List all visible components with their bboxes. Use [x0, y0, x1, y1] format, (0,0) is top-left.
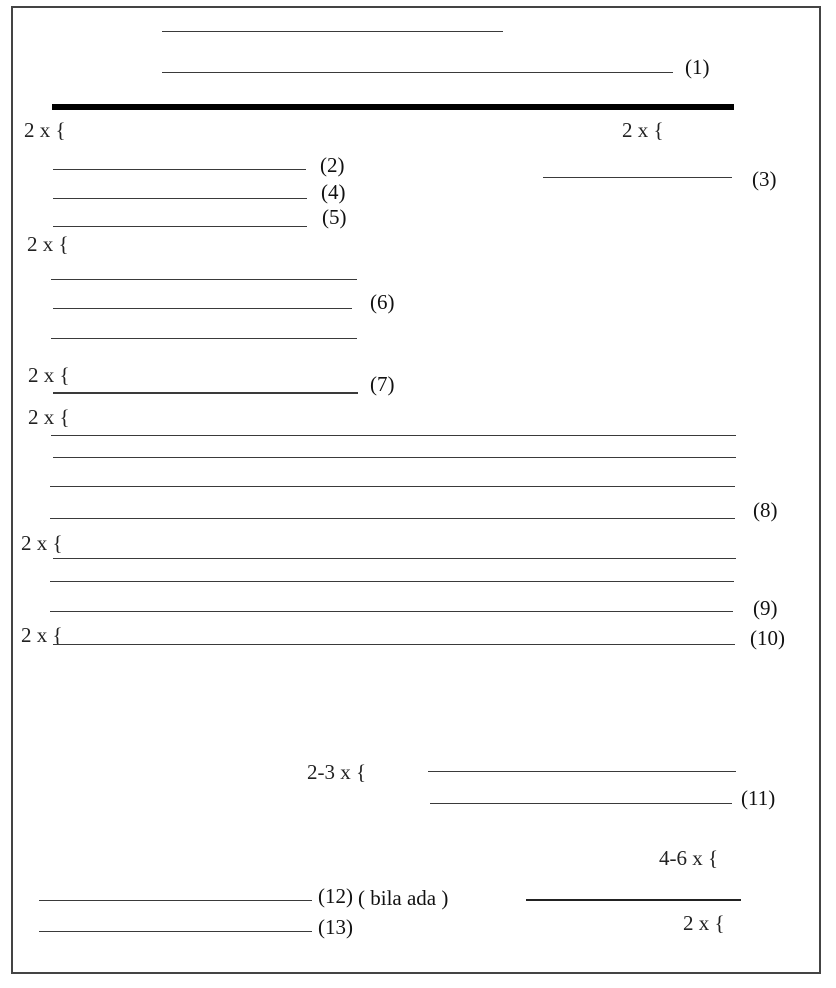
label-5: (5) [322, 205, 347, 229]
repeat-marker-right-top: 2 x { [622, 118, 664, 142]
repeat-marker-block-6: 2 x { [27, 232, 69, 256]
line-6b [53, 308, 352, 309]
label-8: (8) [753, 498, 778, 522]
line-3 [543, 177, 732, 178]
header-line-a [162, 31, 503, 32]
line-8c [50, 486, 735, 487]
line-8b [53, 457, 736, 458]
line-4 [53, 198, 307, 199]
repeat-marker-after-signature: 2 x { [683, 911, 725, 935]
label-12: (12) [318, 884, 353, 908]
label-2: (2) [320, 153, 345, 177]
line-6a [51, 279, 357, 280]
label-13: (13) [318, 915, 353, 939]
line-9b [50, 581, 734, 582]
label-4: (4) [321, 180, 346, 204]
label-11: (11) [741, 786, 776, 810]
line-8d [50, 518, 735, 519]
label-10: (10) [750, 626, 785, 650]
repeat-marker-left-top: 2 x { [24, 118, 66, 142]
label-1: (1) [685, 55, 710, 79]
repeat-marker-block-11: 2-3 x { [307, 760, 367, 784]
line-12 [39, 900, 312, 901]
note-if-any: ( bila ada ) [358, 886, 449, 910]
line-13 [39, 931, 312, 932]
line-9a [53, 558, 736, 559]
repeat-marker-block-9: 2 x { [21, 531, 63, 555]
separator-rule [52, 104, 734, 110]
page-frame [11, 6, 821, 974]
label-7: (7) [370, 372, 395, 396]
repeat-marker-line-7: 2 x { [28, 363, 70, 387]
line-10 [53, 644, 735, 645]
label-3: (3) [752, 167, 777, 191]
header-line-b [162, 72, 673, 73]
line-8a [51, 435, 736, 436]
repeat-marker-signature-gap: 4-6 x { [659, 846, 719, 870]
line-9c [50, 611, 733, 612]
label-9: (9) [753, 596, 778, 620]
line-2 [53, 169, 306, 170]
line-11a [428, 771, 736, 772]
label-6: (6) [370, 290, 395, 314]
line-6c [51, 338, 357, 339]
line-11b [430, 803, 732, 804]
repeat-marker-line-10: 2 x { [21, 623, 63, 647]
repeat-marker-block-8: 2 x { [28, 405, 70, 429]
signature-line [526, 899, 741, 901]
line-5 [53, 226, 307, 227]
line-7 [53, 392, 358, 394]
